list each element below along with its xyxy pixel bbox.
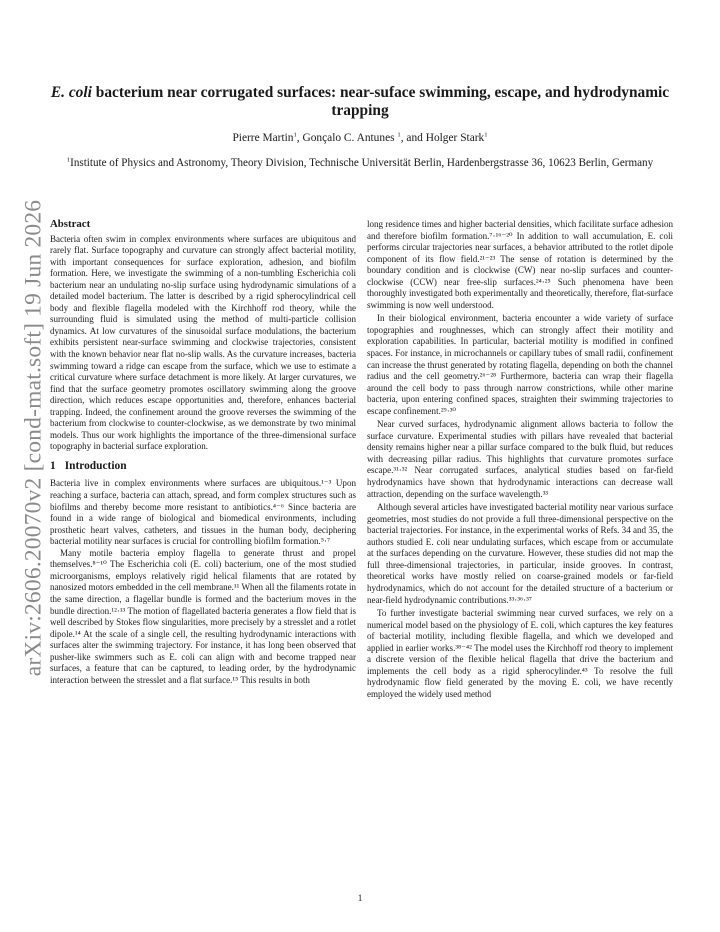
body-paragraph: To further investigate bacterial swimming near curved surfaces, we rely on a numerical model based on the physiology of E. coli, which captures the key features of bacterial motility, including flexible flagella, and which we developed and applied in earlier works.³⁸⁻⁴² The model uses the Kirchhoff rod theory to implement a discrete version of the flexible helical flagella that drive the bacterium and implements the cell body as a rigid spherocylinder.⁴³ To resolve the full hydrodynamic flow field generated by the moving E. coli, we have recently employed the widely used method: [367, 608, 673, 699]
author-separator: ,: [296, 132, 303, 144]
author-name: Pierre Martin: [232, 132, 294, 144]
arxiv-identifier-stamp: [14, 199, 54, 677]
left-column: [50, 219, 356, 686]
paper-title: [40, 84, 680, 120]
author-list: [40, 132, 680, 144]
abstract-body: Bacteria often swim in complex environments where surfaces are ubiquitous and rarely flat. Surface topography and curvature can strongly affect bacterial motility, with important consequences for surface exploration, adhesion, and biofilm formation. Here, we investigate the swimming of a non-tumbling Escherichia coli bacterium near an undulating no-slip surface using hydrodynamic simulations of a detailed model bacterium. The latter is described by a rigid spherocylindrical cell body and flexible flagella modeled with the Kirchhoff rod theory, while the surrounding fluid is simulated using the method of multi-particle collision dynamics. At low curvatures of the sinusoidal surface modulations, the bacterium exhibits persistent near-surface swimming and clockwise trajectories, consistent with the known behavior near flat no-slip walls. As the curvature increases, bacteria swimming toward a ridge can escape from the surface, which we use to estimate a critical curvature where surface detachment is more likely. At larger curvatures, we find that the surface geometry promotes oscillatory swimming along the groove direction, which reduces escape opportunities and, therefore, enhances bacterial trapping. Indeed, the confinement around the groove reverses the swimming of the bacterium from clockwise to counter-clockwise, as we demonstrate by two minimal models. Thus our work highlights the importance of the three-dimensional surface topography in bacterial surface exploration.: [50, 233, 356, 452]
body-paragraph: Although several articles have investigated bacterial motility near various surface geometries, most studies do not provide a full three-dimensional perspective on the bacterial trajectories. For instance, in the experimental works of Refs. 34 and 35, the authors studied E. coli near undulating surfaces, which escape from or accumulate at the surfaces depending on the curvature. However, these studies did not map the full three-dimensional trajectories, in particular, inside grooves. In contrast, theoretical works have mostly relied on coarse-grained models or far-field hydrodynamics, which do not account for the detailed structure of a bacterium or near-field hydrodynamic contributions.³³·³⁶·³⁷: [367, 502, 673, 605]
title-rest: bacterium near corrugated surfaces: near-suface swimming, escape, and hydrodynamic trapping: [91, 84, 670, 119]
author-name: Holger Stark: [425, 132, 485, 144]
author-separator: , and: [400, 132, 426, 144]
body-paragraph: Near curved surfaces, hydrodynamic alignment allows bacteria to follow the surface curvature. Experimental studies with pillars have revealed that bacterial density remains higher near a pillar surface compared to the bulk fluid, but reduces with decreasing pillar radius. This highlights that curvature promotes surface escape.³¹·³² Near corrugated surfaces, analytical studies based on far-field hydrodynamics have shown that hydrodynamic interactions can decrease wall attraction, depending on the surface wavelength.³³: [367, 419, 673, 499]
author-name: Gonçalo C. Antunes: [302, 132, 398, 144]
body-paragraph: In their biological environment, bacteria encounter a wide variety of surface topographies and roughnesses, which can strongly affect their motility and exploration capabilities. In particular, bacterial motility is modified in confined spaces. For instance, in microchannels or capillary tubes of small radii, confinement can increase the thrust generated by rotating flagella, depending on both the channel radius and the cell geometry.²⁶⁻²⁸ Furthermore, bacteria can wrap their flagella around the cell body to pass through narrow constrictions, while other marine bacteria, upon entering confined spaces, straighten their swimming trajectories to escape confinement.²⁹·³⁰: [367, 313, 673, 416]
author-affiliation-mark: 1: [293, 131, 297, 139]
author-affiliation-mark: 1: [484, 131, 488, 139]
author-affiliation-mark: 1: [397, 131, 401, 139]
abstract-heading: Abstract: [50, 218, 91, 230]
affiliation: [40, 156, 680, 171]
title-italic-organism: E. coli: [50, 84, 92, 101]
affiliation-mark: 1: [66, 156, 71, 164]
right-column: [367, 219, 673, 700]
section-heading: [50, 461, 356, 473]
page-number: 1: [357, 893, 363, 903]
section-number: 1: [50, 459, 56, 472]
affiliation-text: Institute of Physics and Astronomy, Theory Division, Technische Universität Berlin, Hardenbergstrasse 36, 10623 Berlin, Germany: [70, 157, 654, 169]
section-title: Introduction: [64, 459, 127, 472]
arxiv-identifier-text: arXiv:2606.20070v2 [cond-mat.soft] 19 Jun 2026: [20, 199, 47, 677]
body-paragraph: Many motile bacteria employ flagella to generate thrust and propel themselves.⁸⁻¹⁰ The Escherichia coli (E. coli) bacterium, one of the most studied microorganisms, employs relatively rigid helical filaments that are rotated by nanosized motors embedded in the cell membrane.¹¹ When all the filaments rotate in the same direction, a flagellar bundle is formed and the bacterium moves in the bundle direction.¹²·¹³ The motion of flagellated bacteria generates a flow field that is well described by Stokes flow singularities, more precisely by a stresslet and a rotlet dipole.¹⁴ At the scale of a single cell, the resulting hydrodynamic interactions with surfaces alter the swimming trajectory. For instance, it has long been observed that pusher-like swimmers such as E. coli can align with and become trapped near surfaces, a feature that can be captured, to leading order, by the hydrodynamic interaction between the stresslet and a flat surface.¹⁵ This results in both: [50, 547, 356, 685]
body-paragraph: Bacteria live in complex environments where surfaces are ubiquitous.¹⁻³ Upon reaching a surface, bacteria can attach, spread, and form complex structures such as biofilms and thereby become more resistant to antibiotics.⁴⁻⁶ Since bacteria are found in a wide range of biological and biomedical environments, including prosthetic heart valves, catheters, and tissues in the human body, deciphering bacterial motility near surfaces is crucial for controlling biofilm formation.⁵·⁷: [50, 478, 356, 547]
body-paragraph: long residence times and higher bacterial densities, which facilitate surface adhesion and therefore biofilm formation.⁷·¹⁶⁻²⁰ In addition to wall accumulation, E. coli performs circular trajectories near surfaces, a behavior attributed to the rotlet dipole component of its flow field.²¹⁻²³ The sense of rotation is determined by the boundary condition and is clockwise (CW) near no-slip surfaces and counter-clockwise (CCW) near free-slip surfaces.²⁴·²⁵ Such phenomena have been thoroughly investigated both experimentally and theoretically, therefore, flat-surface swimming is now well understood.: [367, 219, 673, 310]
